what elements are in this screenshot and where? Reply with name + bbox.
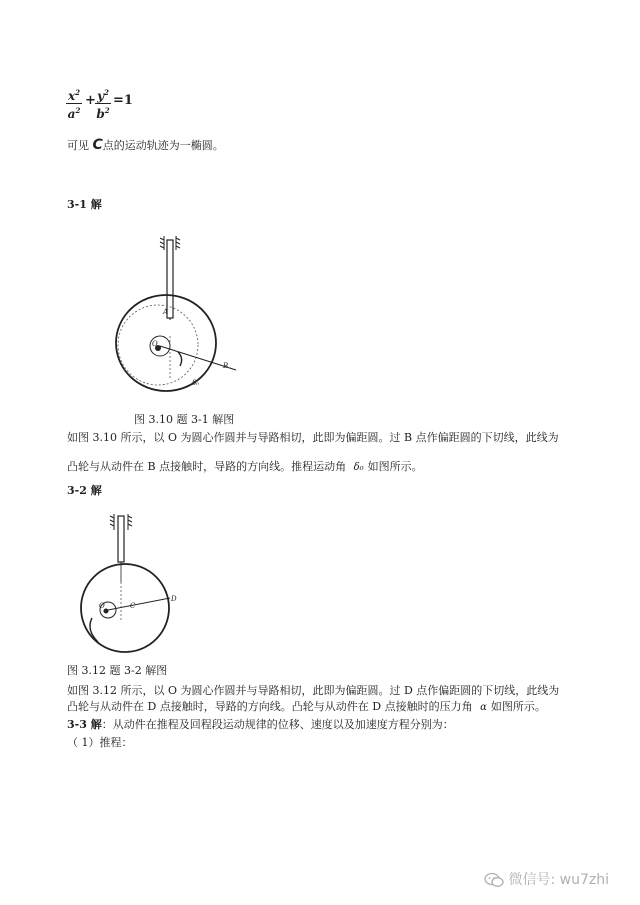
text-prefix: 可见 <box>67 139 89 152</box>
text-segment: 凸轮与从动件在 B 点接触时，导路的方向线。推程运动角 <box>67 460 347 473</box>
para-3-2-line1: 如图 3.12 所示，以 O 为圆心作圆并与导路相切，此即为偏距圆。过 D 点作偏距圆的下切线，此线为 <box>67 684 560 697</box>
label-c: C <box>130 602 136 610</box>
text-segment: 如图所示。 <box>490 700 546 713</box>
follower-rod <box>167 240 173 318</box>
exponent: 2 <box>104 106 110 115</box>
equals-one: =1 <box>113 93 133 108</box>
label-o: O <box>152 340 158 348</box>
exponent: 2 <box>75 88 81 97</box>
text-segment: 凸轮与从动件在 D 点接触时，导路的方向线。凸轮与从动件在 D 点接触时的压力角 <box>67 700 473 713</box>
section-3-3 <box>67 718 454 732</box>
line-to-d <box>108 598 170 610</box>
figure-3-10 <box>108 228 248 408</box>
label-delta: δ₀ <box>192 379 200 387</box>
caption-3-12: 图 3.12 题 3-2 解图 <box>67 664 168 677</box>
numerator-x: x <box>67 89 76 103</box>
caption-3-10: 图 3.10 题 3-1 解图 <box>134 413 235 426</box>
para-3-2-line2 <box>67 700 546 715</box>
point-c-symbol: C <box>92 137 103 153</box>
text-suffix: 点的运动轨迹为一椭圆。 <box>102 139 224 152</box>
fraction-x-over-a <box>66 86 82 121</box>
follower-rod <box>118 516 124 562</box>
item-1-advance: （ 1）推程： <box>67 736 133 749</box>
ellipse-conclusion <box>67 138 224 153</box>
watermark-text: 微信号: wu7zhi <box>508 872 609 888</box>
alpha-symbol: α <box>480 702 487 713</box>
exponent: 2 <box>104 88 109 97</box>
label-b: B <box>223 362 229 370</box>
heading-3-1: 3-1 解 <box>67 198 102 211</box>
plus-sign: + <box>85 93 96 108</box>
figure-3-12 <box>70 508 190 658</box>
heading-3-2: 3-2 解 <box>67 484 102 497</box>
cam-profile <box>81 564 169 652</box>
rotation-arrow <box>178 352 182 366</box>
delta-symbol: δ₀ <box>353 462 364 473</box>
para-3-1-line2 <box>67 460 423 475</box>
denominator-b: b <box>96 107 105 121</box>
exponent: 2 <box>75 106 81 115</box>
wechat-icon <box>484 872 504 888</box>
label-d: D <box>171 595 177 603</box>
numerator-y: y <box>97 89 105 103</box>
ellipse-equation <box>66 82 136 126</box>
denominator-a: a <box>67 107 76 121</box>
wechat-watermark <box>484 869 609 889</box>
para-3-1-line1: 如图 3.10 所示，以 O 为圆心作圆并与导路相切，此即为偏距圆。过 B 点作偏距圆的下切线，此线为 <box>67 431 559 444</box>
fraction-y-over-b <box>95 86 111 121</box>
label-a: A <box>163 308 169 316</box>
text-segment: 如图所示。 <box>367 460 423 473</box>
rotation-arrow <box>90 618 98 642</box>
heading-3-3: 3-3 解 <box>67 718 102 731</box>
label-o: O <box>99 602 105 610</box>
heading-3-3-text: ：从动件在推程及回程段运动规律的位移、速度以及加速度方程分别为： <box>101 718 454 731</box>
